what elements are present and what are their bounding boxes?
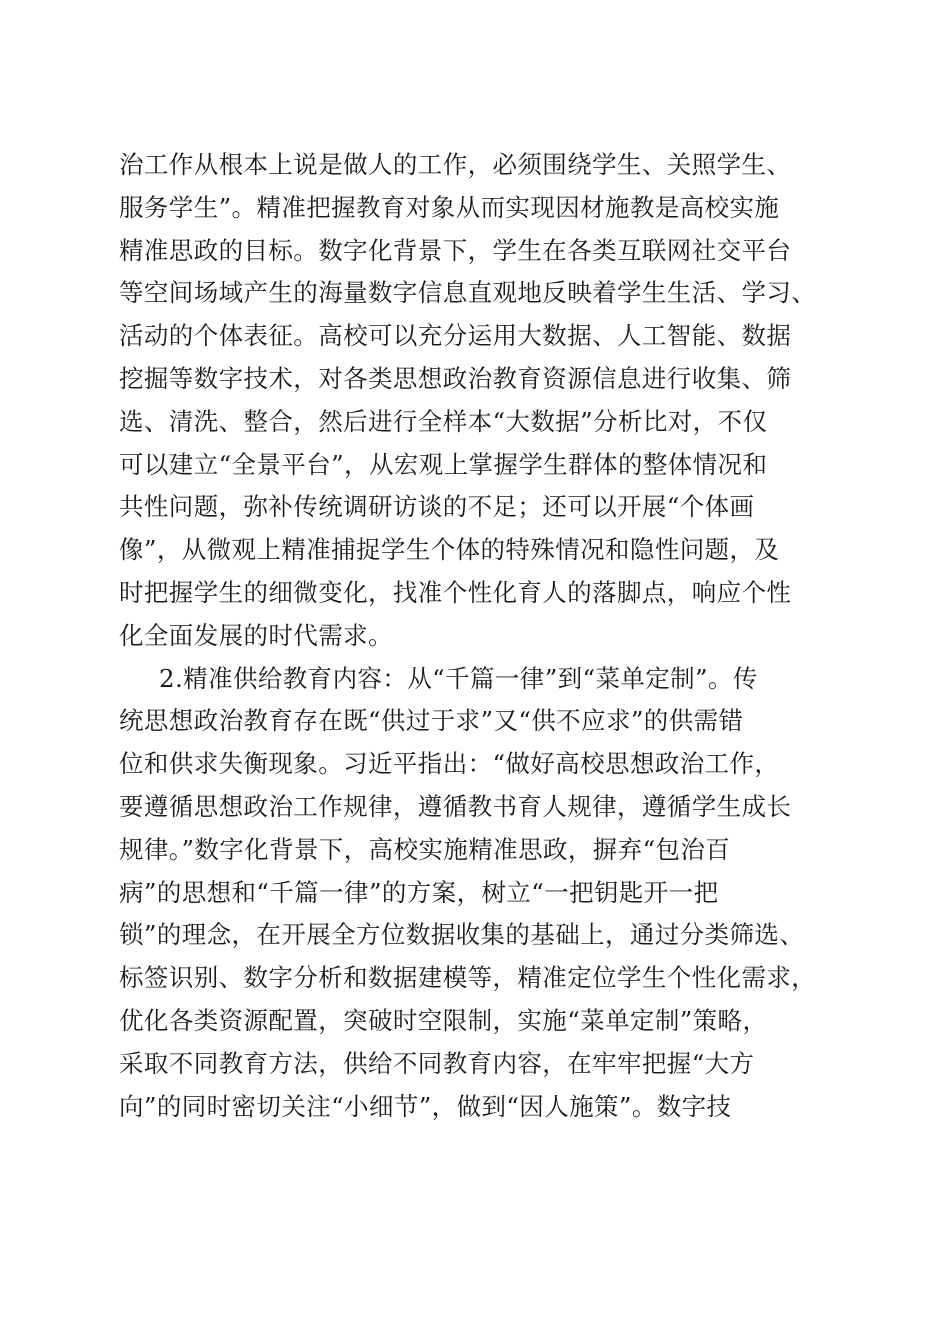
document-body — [119, 144, 839, 1128]
paragraph-line: 选、清洗、整合，然后进行全样本“大数据”分析比对，不仅 — [119, 406, 768, 436]
paragraph-line: 精准思政的目标。数字化背景下，学生在各类互联网社交平台 — [119, 235, 792, 265]
paragraph-line: 化全面发展的时代需求。 — [119, 620, 393, 650]
paragraph-line: 统思想政治教育存在既“供过于求”又“供不应求”的供需错 — [119, 706, 744, 736]
paragraph-line: 共性问题，弥补传统调研访谈的不足；还可以开展“个体画 — [119, 492, 755, 522]
paragraph-line: 向”的同时密切关注“小细节”，做到“因人施策”。数字技 — [119, 1091, 732, 1121]
paragraph-line: 病”的思想和“千篇一律”的方案，树立“一把钥匙开一把 — [119, 877, 719, 907]
paragraph-line: 规律。”数字化背景下，高校实施精准思政，摒弃“包治百 — [119, 834, 731, 864]
paragraph-line: 位和供求失衡现象。习近平指出：“做好高校思想政治工作， — [119, 749, 780, 779]
paragraph-line: 采取不同教育方法，供给不同教育内容，在牢牢把握“大方 — [119, 1048, 755, 1078]
paragraph-line: 等空间场域产生的海量数字信息直观地反映着学生生活、学习、 — [119, 278, 817, 308]
paragraph-line: 治工作从根本上说是做人的工作，必须围绕学生、关照学生、 — [119, 150, 792, 179]
paragraph-line: 优化各类资源配置，突破时空限制，实施“菜单定制”策略， — [119, 1005, 768, 1035]
paragraph-line: 可以建立“全景平台”，从宏观上掌握学生群体的整体情况和 — [119, 449, 768, 479]
paragraph-line: 标签识别、数字分析和数据建模等，精准定位学生个性化需求， — [119, 963, 817, 993]
paragraph-1 — [119, 144, 839, 658]
paragraph-line: 像”，从微观上精准捕捉学生个体的特殊情况和隐性问题，及 — [119, 535, 780, 565]
paragraph-line: 时把握学生的细微变化，找准个性化育人的落脚点，响应个性 — [119, 577, 792, 607]
paragraph-line-first: 2.精准供给教育内容：从“千篇一律”到“菜单定制”。传 — [159, 663, 758, 693]
paragraph-line: 挖掘等数字技术，对各类思想政治教育资源信息进行收集、筛 — [119, 363, 792, 393]
paragraph-line: 锁”的理念，在开展全方位数据收集的基础上，通过分类筛选、 — [119, 920, 805, 950]
paragraph-line: 服务学生”。精准把握教育对象从而实现因材施教是高校实施 — [119, 192, 780, 222]
paragraph-line: 活动的个体表征。高校可以充分运用大数据、人工智能、数据 — [119, 321, 792, 351]
paragraph-line: 要遵循思想政治工作规律，遵循教书育人规律，遵循学生成长 — [119, 791, 792, 821]
paragraph-2 — [119, 658, 839, 1129]
